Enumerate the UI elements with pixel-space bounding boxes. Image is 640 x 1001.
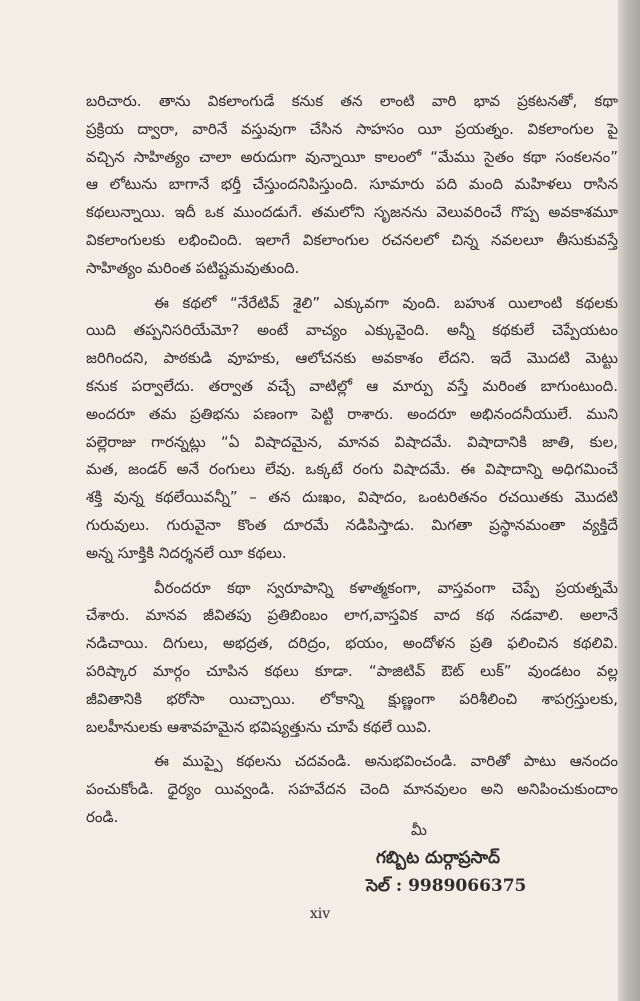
paragraph: [86, 88, 618, 283]
document-body: [86, 88, 618, 832]
text-line: ఈ కథలో “నేరేటివ్ శైలి” ఎక్కువగా వుంది. బహుశ యిలాంటి కథలకు: [154, 293, 618, 312]
signature-salutation: మీ: [411, 821, 427, 839]
text-line: రండి.: [86, 807, 119, 826]
text-line: బలహీనులకు ఆశావహమైన భవిష్యత్తును చూపే కథలే యివి.: [86, 717, 432, 736]
text-line: ఈ ముప్పై కథలను చదవండి. అనుభవించండి. వారితో పాటు ఆనందం: [154, 752, 618, 771]
text-line: సాహిత్యం మరింత పటిష్టమవుతుంది.: [86, 258, 300, 277]
signature-name: గబ్బిట దుర్గాప్రసాద్: [376, 848, 501, 868]
text-line: ప్రక్రియ ద్వారా, వారినే వస్తువుగా చేసిన సాహసం యీ ప్రయత్నం. వికలాంగుల పై: [86, 119, 618, 138]
text-line: కథలున్నాయి. ఇదీ ఒక ముందడుగే. తమలోని సృజనను వెలువరించే గొప్ప అవకాశమూ: [86, 203, 618, 222]
text-line: పల్లెరాజు గారన్నట్లు “ఏ విషాదమైన, మానవ విషాదమే. విషాదానికి జాతి, కుల,: [86, 432, 618, 451]
text-line: జరిగిందని, పాఠకుడి వూహకు, ఆలోచనకు అవకాశం లేదని. ఇదే మొదటి మెట్టు: [86, 349, 618, 368]
text-line: మత, జండర్ అనే రంగులు లేవు. ఒక్కటే రంగు విషాదమే. ఈ విషాదాన్ని అధిగమించే: [86, 460, 618, 479]
text-line: చేశారు. మానవ జీవితపు ప్రతిబింబం లాగ,వాస్తవిక వాద కథ నడవాలి. అలానే: [86, 606, 618, 625]
text-line: వీరందరూ కథా స్వరూపాన్ని కళాత్మకంగా, వాస్తవంగా చెప్పే ప్రయత్నమే: [154, 578, 618, 597]
paragraph-gap: [86, 741, 618, 748]
text-line: గురువులు. గురువైనా కొంత దూరమే నడిపిస్తాడు. మిగతా ప్రస్థానమంతా వ్యక్తిదే: [86, 515, 618, 534]
text-line: వచ్చిన సాహిత్యం చాలా అరుదుగా వున్నాయీ కాలంలో “మేము సైతం కథా సంకలనం”: [86, 147, 618, 166]
paragraph-gap: [86, 283, 618, 290]
signature-phone: సెల్ : 9989066375: [366, 876, 527, 896]
text-line: శక్తి వున్న కథలేయివన్నీ” – తన దుఃఖం, విషాదం, ఒంటరితనం రచయితకు మొదటి: [86, 488, 618, 507]
text-line: ఆ లోటును బాగానే భర్తీ చేస్తుందనిపిస్తుంది. సూమారు పది మంది మహిళలు రాసిన: [86, 175, 618, 194]
page-number: xiv: [309, 906, 331, 922]
text-line: అన్న సూక్తికి నిదర్శనలే యీ కథలు.: [86, 543, 287, 562]
text-line: అందరూ తమ ప్రతిభను పణంగా పెట్టి రాశారు. అందరూ అభినందనీయులే. ముని: [86, 404, 618, 423]
text-line: కనుక పర్వాలేదు. తర్వాత వచ్చే వాటిల్లో ఆ మార్పు వస్తే మరింత బాగుంటుంది.: [86, 376, 618, 395]
text-line: యిది తప్పనిసరియేమో? అంటే వాచ్యం ఎక్కువైంది. అన్నీ కథకులే చెప్పేయటం: [86, 321, 618, 340]
text-line: బరిచారు. తాను వికలాంగుడే కనుక తన లాంటి వారి భావ ప్రకటనతో, కథా: [86, 92, 618, 110]
text-line: జీవితానికి భరోసా యిచ్చాయి. లోకాన్ని క్షుణ్ణంగా పరిశీలించి శాపగ్రస్తులకు,: [86, 689, 618, 708]
paragraph: [86, 575, 618, 742]
text-line: పరిష్కార మార్గం చూపిన కథలు కూడా. “పాజిటివ్ ఔట్ లుక్” వుండటం వల్ల: [86, 661, 618, 680]
paragraph-gap: [86, 568, 618, 575]
text-line: పంచుకోండి. ధైర్యం యివ్వండి. సహవేదన చెంది మానవులం అని అనిపించుకుందాం: [86, 780, 618, 799]
paragraph: [86, 290, 618, 568]
text-line: వికలాంగులకు లభించింది. ఇలాగే వికలాంగుల రచనలలో చిన్న నవలలూ తీసుకువస్తే: [86, 230, 618, 249]
paragraph: [86, 748, 618, 831]
text-line: నడిచాయి. దిగులు, అభద్రత, దరిద్రం, భయం, అందోళన ప్రతి ఫలించిన కథలివి.: [86, 634, 618, 653]
